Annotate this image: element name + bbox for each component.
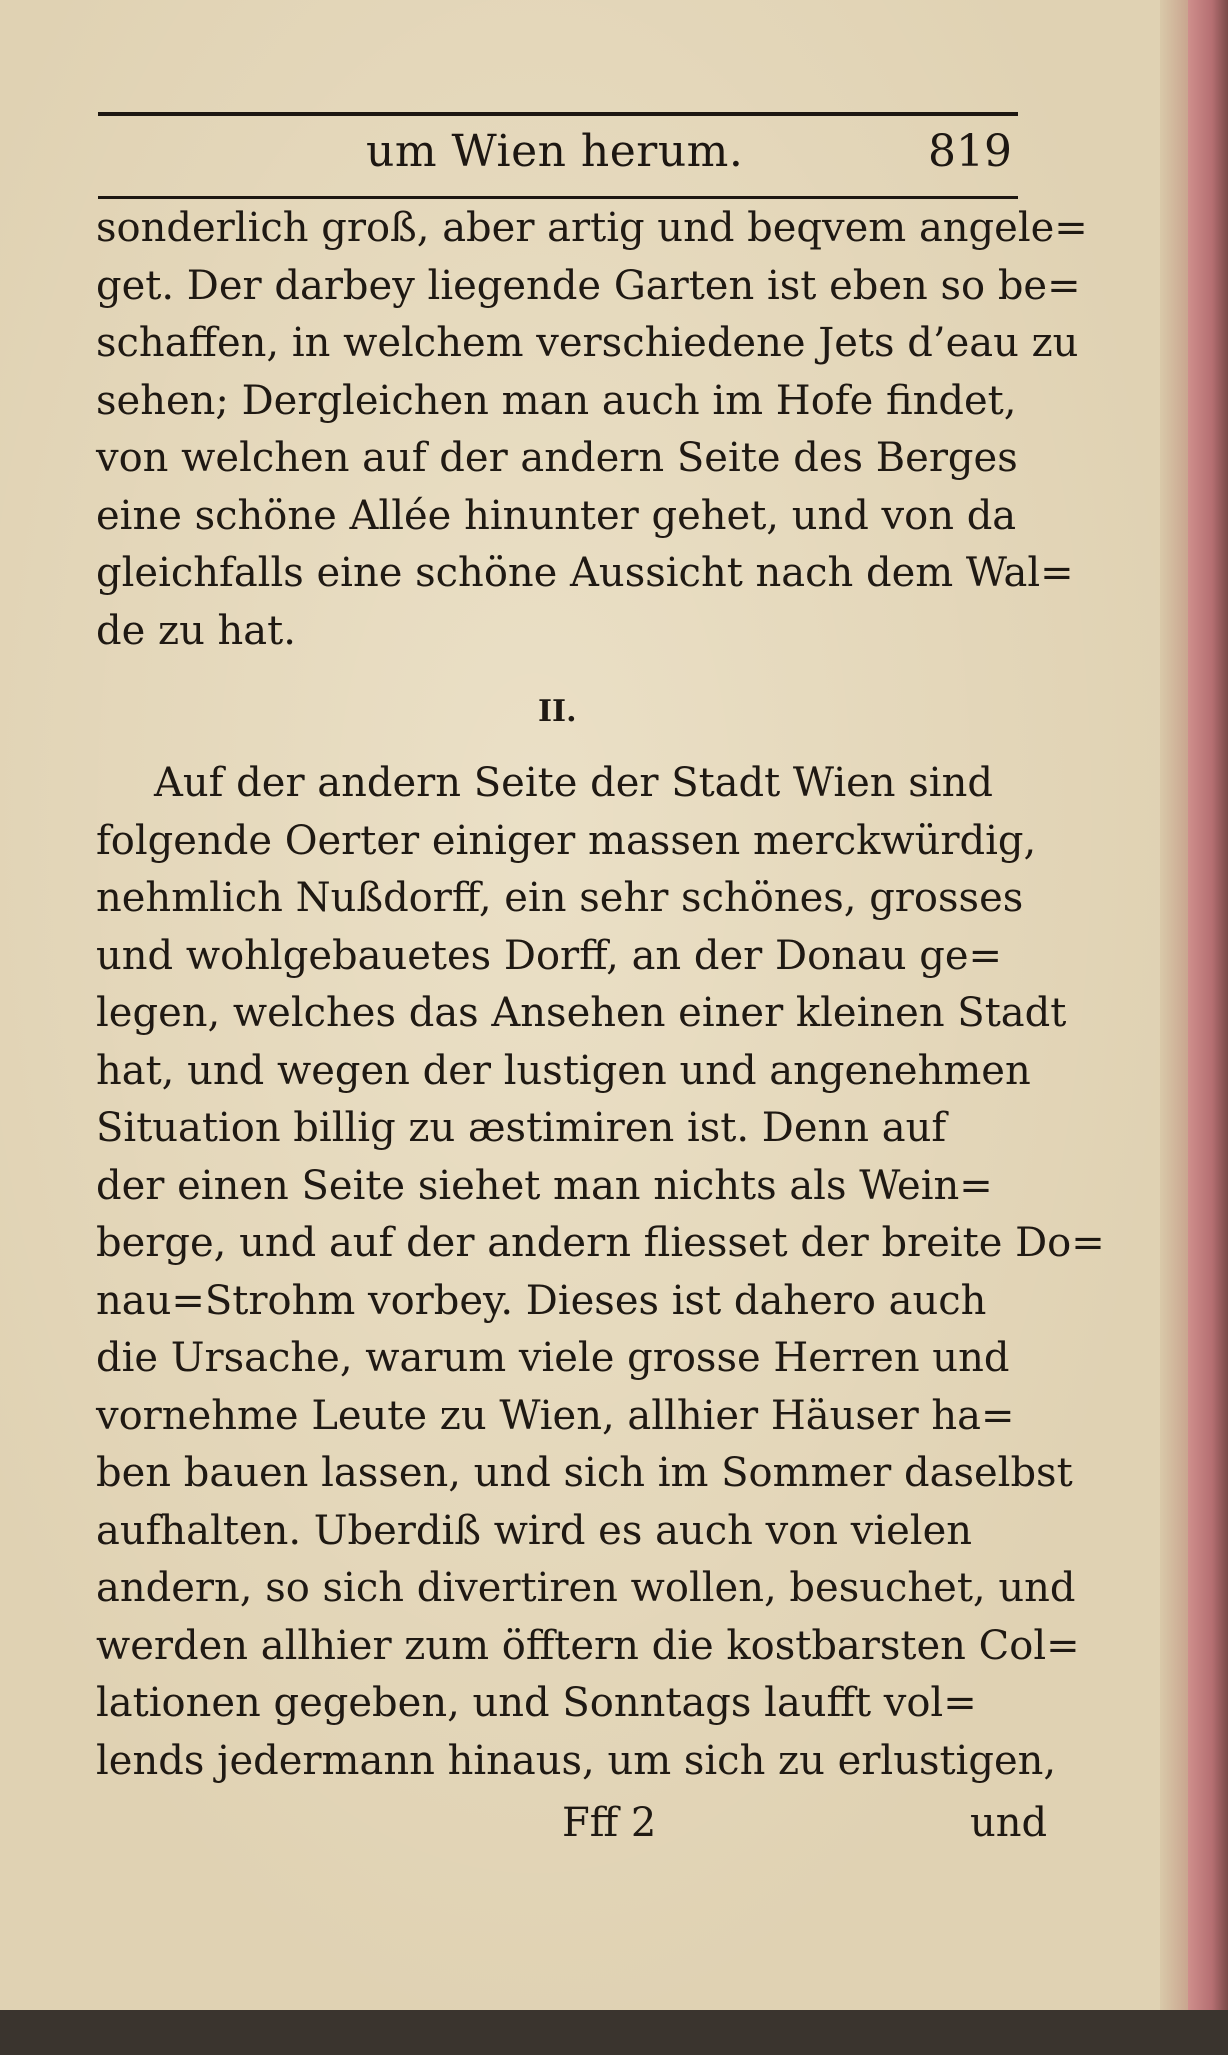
text-line: ben bauen lassen, und sich im Sommer daselbst bbox=[96, 1450, 1073, 1496]
page-header bbox=[98, 112, 1018, 204]
paragraph-2 bbox=[96, 755, 1105, 1790]
text-line: nehmlich Nußdorff, ein sehr schönes, grosses bbox=[96, 875, 1024, 921]
text-line: sehen; Dergleichen man auch im Hofe findet, bbox=[96, 377, 1017, 424]
text-line: aufhalten. Uberdiß wird es auch von vielen bbox=[96, 1507, 973, 1554]
book-spine bbox=[1188, 0, 1228, 2055]
header-rule-bottom bbox=[98, 196, 1018, 199]
text-line: andern, so sich divertiren wollen, besuchet, und bbox=[96, 1565, 1076, 1611]
text-line: folgende Oerter einiger massen merckwürdig, bbox=[96, 817, 1037, 864]
text-line: der einen Seite siehet man nichts als Wein= bbox=[96, 1162, 993, 1209]
text-line: de zu hat. bbox=[96, 607, 296, 654]
text-line: Situation billig zu æstimiren ist. Denn auf bbox=[96, 1105, 947, 1151]
text-line: hat, und wegen der lustigen und angenehmen bbox=[96, 1047, 1031, 1094]
running-head: um Wien herum. bbox=[366, 126, 744, 177]
text-line: vornehme Leute zu Wien, allhier Häuser ha= bbox=[96, 1392, 1015, 1439]
scan-background bbox=[0, 2010, 1228, 2055]
signature-mark: Fff 2 bbox=[562, 1800, 657, 1846]
text-line: lationen gegeben, und Sonntags laufft vol= bbox=[96, 1680, 977, 1726]
text-line: sonderlich groß, aber artig und beqvem angele= bbox=[96, 205, 1088, 251]
catchword: und bbox=[970, 1800, 1048, 1846]
text-line: schaffen, in welchem verschiedene Jets d’eau zu bbox=[96, 320, 1079, 366]
page-number: 819 bbox=[928, 126, 1012, 177]
section-number: II. bbox=[538, 694, 577, 729]
text-line: gleichfalls eine schöne Aussicht nach dem Wal= bbox=[96, 550, 1074, 596]
page-edge bbox=[1160, 0, 1188, 2055]
text-line: Auf der andern Seite der Stadt Wien sind bbox=[154, 760, 993, 806]
text-line: lends jedermann hinaus, um sich zu erlustigen, bbox=[96, 1737, 1057, 1784]
text-line: von welchen auf der andern Seite des Berges bbox=[96, 435, 1018, 481]
text-line: und wohlgebauetes Dorff, an der Donau ge= bbox=[96, 932, 1003, 979]
paragraph-1 bbox=[96, 200, 1088, 660]
text-line: legen, welches das Ansehen einer kleinen Stadt bbox=[96, 990, 1067, 1036]
text-line: eine schöne Allée hinunter gehet, und von da bbox=[96, 492, 1017, 539]
text-line: get. Der darbey liegende Garten ist eben so be= bbox=[96, 262, 1081, 309]
text-line: werden allhier zum öfftern die kostbarsten Col= bbox=[96, 1622, 1080, 1669]
text-line: berge, und auf der andern fliesset der breite Do= bbox=[96, 1220, 1105, 1266]
header-rule-top bbox=[98, 112, 1018, 116]
text-line: die Ursache, warum viele grosse Herren und bbox=[96, 1335, 1010, 1381]
text-line: nau=Strohm vorbey. Dieses ist dahero auch bbox=[96, 1277, 987, 1324]
